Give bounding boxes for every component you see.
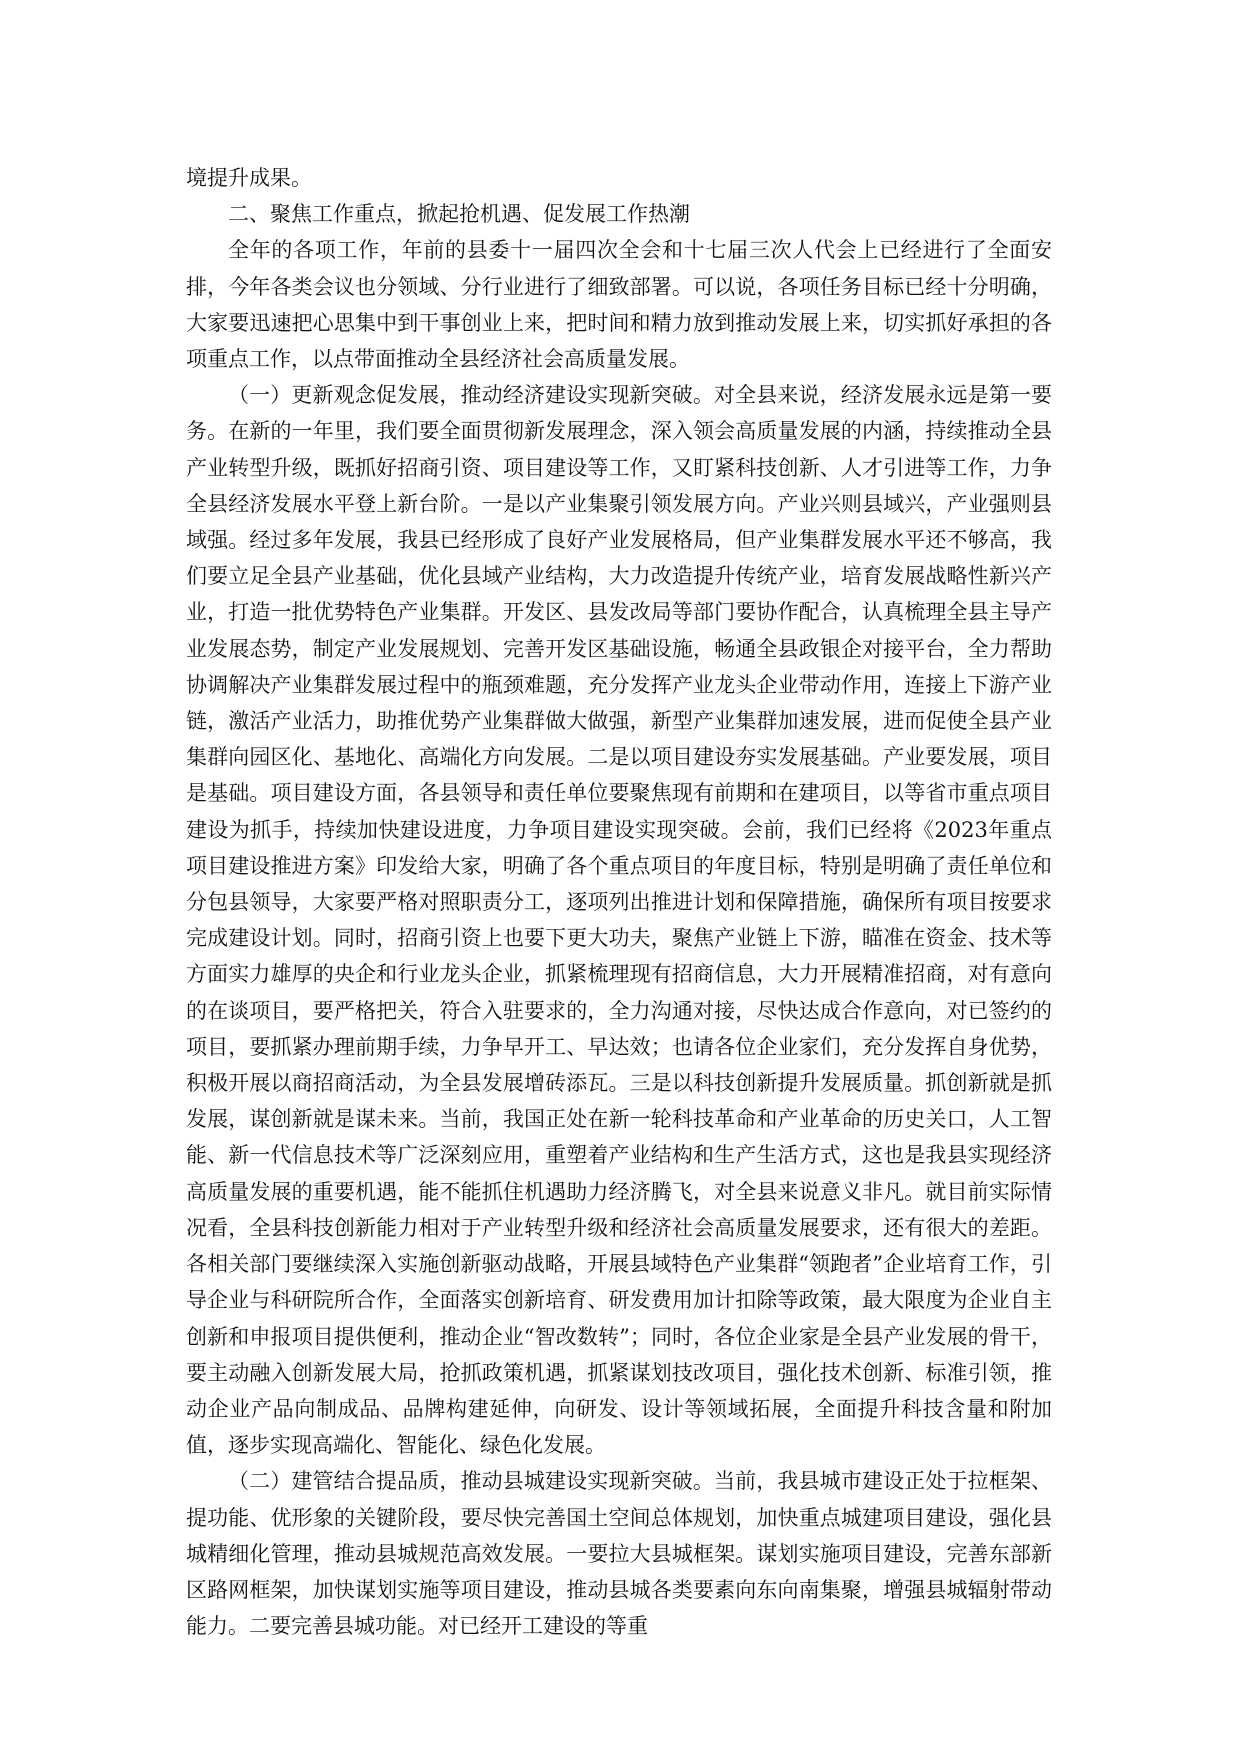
section-heading: 二、聚焦工作重点，掀起抢机遇、促发展工作热潮 [228, 202, 690, 227]
paragraph-continuation: 境提升成果。 [186, 166, 312, 190]
paragraph-county-construction: （二）建管结合提品质，推动县城建设实现新突破。当前，我县城市建设正处于拉框架、提功能、优形象的关键阶段，要尽快完善国土空间总体规划，加快重点城建项目建设，强化县城精细化管理，推动县城规范高效发展。一要拉大县城框架。谋划实施项目建设，完善东部新区路网框架，加快谋划实施等项目建设，推动县城各类要素向东向南集聚，增强县城辐射带动能力。二要完善县城功能。对已经开工建设的等重 [186, 1469, 1052, 1639]
paragraph-intro: 全年的各项工作，年前的县委十一届四次全会和十七届三次人代会上已经进行了全面安排，今年各类会议也分领域、分行业进行了细致部署。可以说，各项任务目标已经十分明确，大家要迅速把心思集中到干事创业上来，把时间和精力放到推动发展上来，切实抓好承担的各项重点工作，以点带面推动全县经济社会高质量发展。 [186, 238, 1052, 372]
document-body [186, 160, 1052, 1644]
paragraph-economy: （一）更新观念促发展，推动经济建设实现新突破。对全县来说，经济发展永远是第一要务。在新的一年里，我们要全面贯彻新发展理念，深入领会高质量发展的内涵，持续推动全县产业转型升级，既抓好招商引资、项目建设等工作，又盯紧科技创新、人才引进等工作，力争全县经济发展水平登上新台阶。一是以产业集聚引领发展方向。产业兴则县域兴，产业强则县域强。经过多年发展，我县已经形成了良好产业发展格局，但产业集群发展水平还不够高，我们要立足全县产业基础，优化县域产业结构，大力改造提升传统产业，培育发展战略性新兴产业，打造一批优势特色产业集群。开发区、县发改局等部门要协作配合，认真梳理全县主导产业发展态势，制定产业发展规划、完善开发区基础设施，畅通全县政银企对接平台，全力帮助协调解决产业集群发展过程中的瓶颈难题，充分发挥产业龙头企业带动作用，连接上下游产业链，激活产业活力，助推优势产业集群做大做强，新型产业集群加速发展，进而促使全县产业集群向园区化、基地化、高端化方向发展。二是以项目建设夯实发展基础。产业要发展，项目是基础。项目建设方面，各县领导和责任单位要聚焦现有前期和在建项目，以等省市重点项目建设为抓手，持续加快建设进度，力争项目建设实现突破。会前，我们已经将《2023年重点项目建设推进方案》印发给大家，明确了各个重点项目的年度目标，特别是明确了责任单位和分包县领导，大家要严格对照职责分工，逐项列出推进计划和保障措施，确保所有项目按要求完成建设计划。同时，招商引资上也要下更大功夫，聚焦产业链上下游，瞄准在资金、技术等方面实力雄厚的央企和行业龙头企业，抓紧梳理现有招商信息，大力开展精准招商，对有意向的在谈项目，要严格把关，符合入驻要求的，全力沟通对接，尽快达成合作意向，对已签约的项目，要抓紧办理前期手续，力争早开工、早达效；也请各位企业家们，充分发挥自身优势，积极开展以商招商活动，为全县发展增砖添瓦。三是以科技创新提升发展质量。抓创新就是抓发展，谋创新就是谋未来。当前，我国正处在新一轮科技革命和产业革命的历史关口，人工智能、新一代信息技术等广泛深刻应用，重塑着产业结构和生产生活方式，这也是我县实现经济高质量发展的重要机遇，能不能抓住机遇助力经济腾飞，对全县来说意义非凡。就目前实际情况看，全县科技创新能力相对于产业转型升级和经济社会高质量发展要求，还有很大的差距。各相关部门要继续深入实施创新驱动战略，开展县域特色产业集群“领跑者”企业培育工作，引导企业与科研院所合作，全面落实创新培育、研发费用加计扣除等政策，最大限度为企业自主创新和申报项目提供便利，推动企业“智改数转”；同时，各位企业家是全县产业发展的骨干，要主动融入创新发展大局，抢抓政策机遇，抓紧谋划技改项目，强化技术创新、标准引领，推动企业产品向制成品、品牌构建延伸，向研发、设计等领域拓展，全面提升科技含量和附加值，逐步实现高端化、智能化、绿色化发展。 [186, 383, 1052, 1458]
